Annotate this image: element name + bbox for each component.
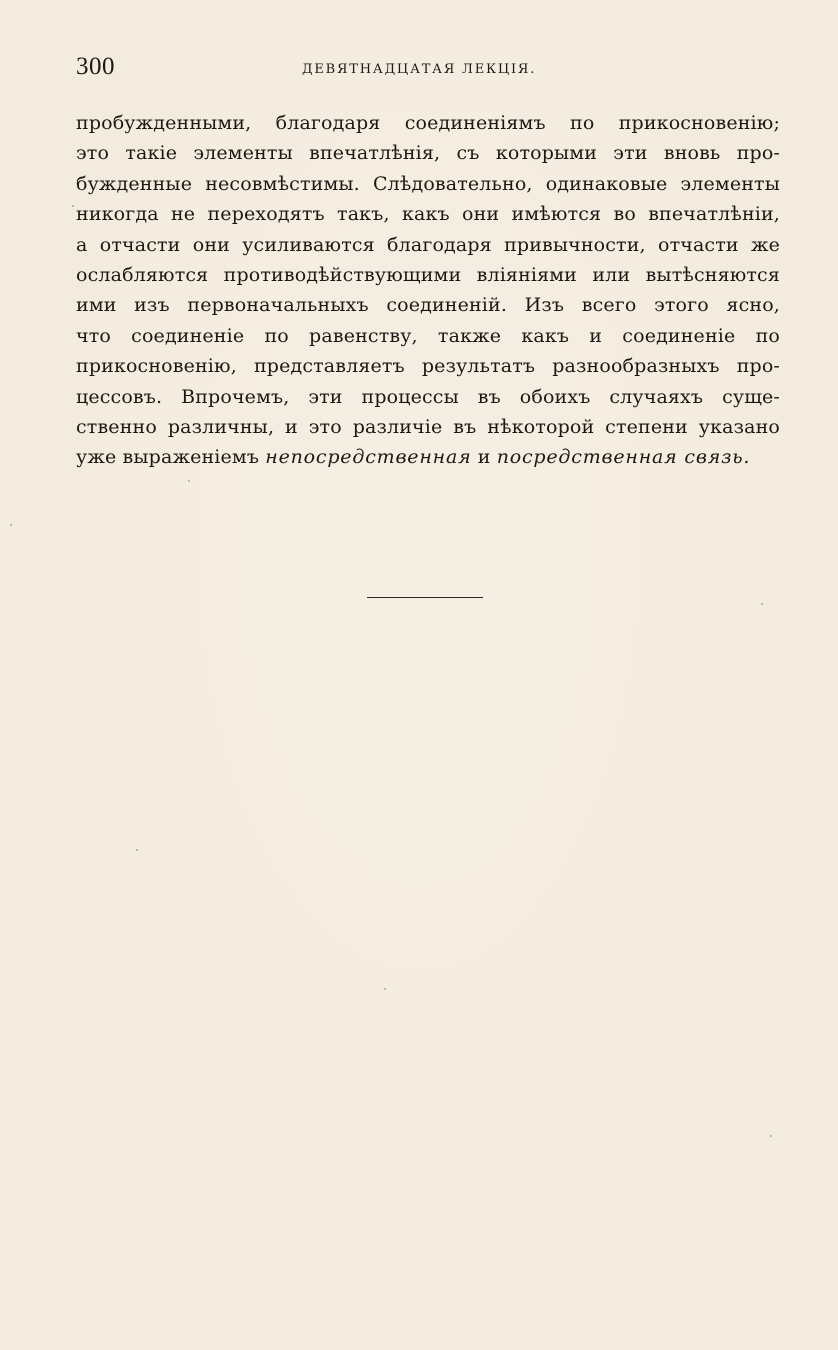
- text-line: ственно различны, и это различіе въ нѣкоторой степени указано: [76, 415, 780, 438]
- text-line-last: [76, 442, 780, 472]
- running-head: ДЕВЯТНАДЦАТАЯ ЛЕКЦІЯ.: [302, 62, 537, 77]
- paper-speck: [761, 603, 763, 605]
- text-line: бужденные несовмѣстимы. Слѣдовательно, одинаковые элементы: [76, 172, 780, 195]
- text-line: никогда не переходятъ такъ, какъ они имѣются во впечатлѣніи,: [76, 203, 780, 226]
- text-run: и: [471, 446, 497, 469]
- paper-speck: [72, 205, 74, 207]
- text-line: цессовъ. Впрочемъ, эти процессы въ обоихъ случаяхъ суще-: [76, 385, 780, 408]
- text-line: ослабляются противодѣйствующими вліяніями или вытѣсняются: [76, 263, 780, 286]
- page-header: [76, 52, 782, 86]
- italic-term: непосредственная: [265, 446, 472, 469]
- text-run: уже выраженіемъ: [76, 446, 266, 469]
- text-line: а отчасти они усиливаются благодаря привычности, отчасти же: [76, 233, 780, 256]
- text-line: прикосновенію, представляетъ результатъ разнообразныхъ про-: [76, 355, 780, 378]
- paper-speck: [770, 1135, 772, 1137]
- text-line: это такіе элементы впечатлѣнія, съ которыми эти вновь про-: [76, 142, 780, 165]
- text-line: ими изъ первоначальныхъ соединеній. Изъ всего этого ясно,: [76, 294, 780, 317]
- paper-speck: [384, 988, 386, 990]
- paper-speck: [188, 480, 190, 482]
- section-end-rule: [367, 597, 483, 598]
- italic-term: посредственная связь.: [496, 446, 751, 469]
- paper-speck: [10, 524, 12, 526]
- text-line: что соединеніе по равенству, также какъ и соединеніе по: [76, 324, 780, 347]
- page-number: 300: [76, 53, 115, 80]
- paper-speck: [136, 849, 138, 851]
- paragraph: [76, 108, 780, 473]
- text-line: пробужденными, благодаря соединеніямъ по прикосновенію;: [76, 112, 780, 134]
